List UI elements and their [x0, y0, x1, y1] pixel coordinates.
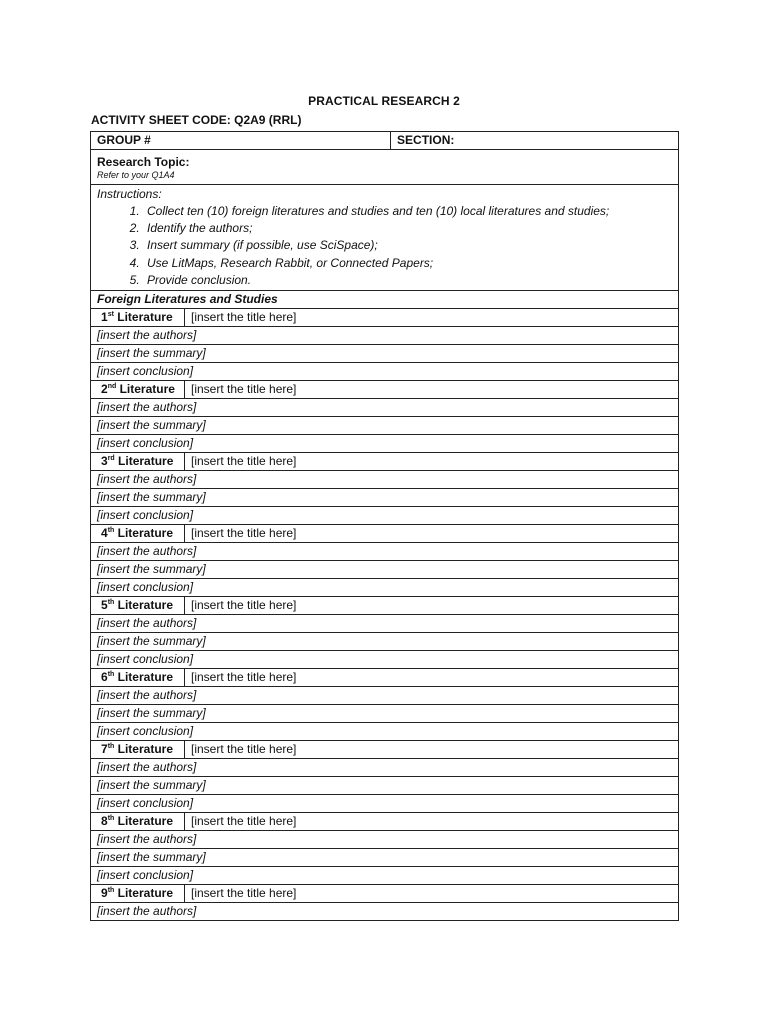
literature-summary-row — [91, 561, 679, 579]
literature-title-field[interactable]: [insert the title here] — [185, 669, 679, 687]
literature-conclusion-field[interactable]: [insert conclusion] — [91, 795, 679, 813]
literature-number: 5 — [101, 598, 108, 613]
literature-summary-row — [91, 489, 679, 507]
literature-summary-field[interactable]: [insert the summary] — [91, 705, 679, 723]
literature-label — [91, 669, 185, 687]
literature-label — [91, 381, 185, 399]
literature-title-row — [91, 309, 679, 327]
group-section-row — [91, 132, 679, 150]
literature-authors-row — [91, 687, 679, 705]
literature-word: Literature — [117, 670, 173, 685]
instruction-item: 2. Identify the authors; — [143, 220, 672, 237]
literature-ordinal-suffix: th — [107, 743, 115, 751]
literature-title-row — [91, 813, 679, 831]
literature-conclusion-field[interactable]: [insert conclusion] — [91, 363, 679, 381]
literature-ordinal-suffix: th — [107, 671, 115, 679]
document-title: PRACTICAL RESEARCH 2 — [308, 94, 460, 108]
literature-ordinal-suffix: th — [107, 527, 115, 535]
literature-title-field[interactable]: [insert the title here] — [185, 597, 679, 615]
literature-ordinal-suffix: th — [107, 887, 115, 895]
literature-word: Literature — [117, 814, 173, 829]
literature-summary-row — [91, 417, 679, 435]
research-topic-label: Research Topic: — [97, 155, 190, 169]
literature-conclusion-row — [91, 363, 679, 381]
instructions-row — [91, 185, 679, 291]
literature-word: Literature — [117, 886, 173, 901]
literature-title-field[interactable]: [insert the title here] — [185, 453, 679, 471]
literature-title-field[interactable]: [insert the title here] — [185, 381, 679, 399]
literature-title-row — [91, 669, 679, 687]
literature-label — [91, 885, 185, 903]
literature-conclusion-row — [91, 435, 679, 453]
literature-summary-field[interactable]: [insert the summary] — [91, 417, 679, 435]
literature-ordinal-suffix: th — [107, 815, 115, 823]
literature-conclusion-row — [91, 723, 679, 741]
literature-title-field[interactable]: [insert the title here] — [185, 813, 679, 831]
literature-title-field[interactable]: [insert the title here] — [185, 885, 679, 903]
instructions-heading: Instructions: — [97, 187, 162, 201]
literature-title-field[interactable]: [insert the title here] — [185, 309, 679, 327]
section-field[interactable]: SECTION: — [391, 132, 679, 150]
literature-summary-row — [91, 633, 679, 651]
literature-ordinal-suffix: rd — [107, 455, 115, 463]
instruction-item: 4. Use LitMaps, Research Rabbit, or Connected Papers; — [143, 255, 672, 272]
literature-number: 7 — [101, 742, 108, 757]
literature-conclusion-field[interactable]: [insert conclusion] — [91, 579, 679, 597]
literature-authors-field[interactable]: [insert the authors] — [91, 399, 679, 417]
literature-number: 2 — [101, 382, 108, 397]
literature-authors-field[interactable]: [insert the authors] — [91, 471, 679, 489]
literature-label — [91, 309, 185, 327]
literature-label — [91, 741, 185, 759]
literature-authors-row — [91, 615, 679, 633]
literature-conclusion-row — [91, 867, 679, 885]
literature-title-row — [91, 381, 679, 399]
literature-title-row — [91, 525, 679, 543]
literature-word: Literature — [117, 742, 173, 757]
literature-title-field[interactable]: [insert the title here] — [185, 741, 679, 759]
literature-title-row — [91, 597, 679, 615]
literature-title-row — [91, 885, 679, 903]
literature-summary-field[interactable]: [insert the summary] — [91, 345, 679, 363]
literature-authors-field[interactable]: [insert the authors] — [91, 543, 679, 561]
literature-ordinal-suffix: nd — [107, 383, 117, 391]
foreign-section-heading-row — [91, 291, 679, 309]
literature-title-row — [91, 453, 679, 471]
literature-word: Literature — [117, 526, 173, 541]
literature-authors-row — [91, 759, 679, 777]
literature-authors-field[interactable]: [insert the authors] — [91, 831, 679, 849]
literature-summary-field[interactable]: [insert the summary] — [91, 633, 679, 651]
literature-summary-row — [91, 705, 679, 723]
literature-authors-row — [91, 543, 679, 561]
research-topic-row — [91, 150, 679, 185]
literature-conclusion-row — [91, 651, 679, 669]
literature-conclusion-row — [91, 795, 679, 813]
literature-summary-row — [91, 345, 679, 363]
literature-number: 3 — [101, 454, 108, 469]
instruction-item: 5. Provide conclusion. — [143, 272, 672, 289]
literature-word: Literature — [119, 382, 175, 397]
literature-conclusion-field[interactable]: [insert conclusion] — [91, 651, 679, 669]
literature-conclusion-field[interactable]: [insert conclusion] — [91, 435, 679, 453]
literature-number: 1 — [101, 310, 108, 325]
literature-summary-field[interactable]: [insert the summary] — [91, 849, 679, 867]
literature-authors-field[interactable]: [insert the authors] — [91, 615, 679, 633]
literature-word: Literature — [117, 310, 173, 325]
literature-authors-row — [91, 903, 679, 921]
literature-number: 6 — [101, 670, 108, 685]
literature-summary-row — [91, 777, 679, 795]
activity-sheet-table — [90, 131, 679, 921]
literature-conclusion-field[interactable]: [insert conclusion] — [91, 867, 679, 885]
literature-authors-field[interactable]: [insert the authors] — [91, 903, 679, 921]
literature-number: 4 — [101, 526, 108, 541]
literature-summary-row — [91, 849, 679, 867]
literature-label — [91, 597, 185, 615]
instruction-item: 1. Collect ten (10) foreign literatures and studies and ten (10) local literatures and studies; — [143, 203, 672, 220]
instructions-cell — [91, 185, 679, 291]
instructions-list — [97, 203, 672, 289]
research-topic-field[interactable] — [91, 150, 679, 185]
group-field[interactable]: GROUP # — [91, 132, 391, 150]
foreign-section-heading: Foreign Literatures and Studies — [91, 291, 679, 309]
literature-conclusion-field[interactable]: [insert conclusion] — [91, 723, 679, 741]
literature-authors-row — [91, 831, 679, 849]
literature-label — [91, 525, 185, 543]
literature-number: 8 — [101, 814, 108, 829]
literature-authors-field[interactable]: [insert the authors] — [91, 687, 679, 705]
literature-word: Literature — [118, 454, 174, 469]
literature-ordinal-suffix: th — [107, 599, 115, 607]
literature-authors-field[interactable]: [insert the authors] — [91, 759, 679, 777]
literature-summary-field[interactable]: [insert the summary] — [91, 489, 679, 507]
literature-number: 9 — [101, 886, 108, 901]
literature-title-field[interactable]: [insert the title here] — [185, 525, 679, 543]
activity-sheet-code: ACTIVITY SHEET CODE: Q2A9 (RRL) — [91, 113, 302, 127]
literature-label — [91, 453, 185, 471]
literature-authors-row — [91, 471, 679, 489]
instruction-item: 3. Insert summary (if possible, use SciSpace); — [143, 237, 672, 254]
literature-authors-field[interactable]: [insert the authors] — [91, 327, 679, 345]
literature-authors-row — [91, 399, 679, 417]
literature-conclusion-field[interactable]: [insert conclusion] — [91, 507, 679, 525]
literature-summary-field[interactable]: [insert the summary] — [91, 777, 679, 795]
literature-ordinal-suffix: st — [107, 311, 114, 319]
literature-summary-field[interactable]: [insert the summary] — [91, 561, 679, 579]
literature-conclusion-row — [91, 507, 679, 525]
literature-label — [91, 813, 185, 831]
literature-conclusion-row — [91, 579, 679, 597]
literature-word: Literature — [117, 598, 173, 613]
literature-authors-row — [91, 327, 679, 345]
literature-title-row — [91, 741, 679, 759]
research-topic-note: Refer to your Q1A4 — [97, 170, 175, 180]
